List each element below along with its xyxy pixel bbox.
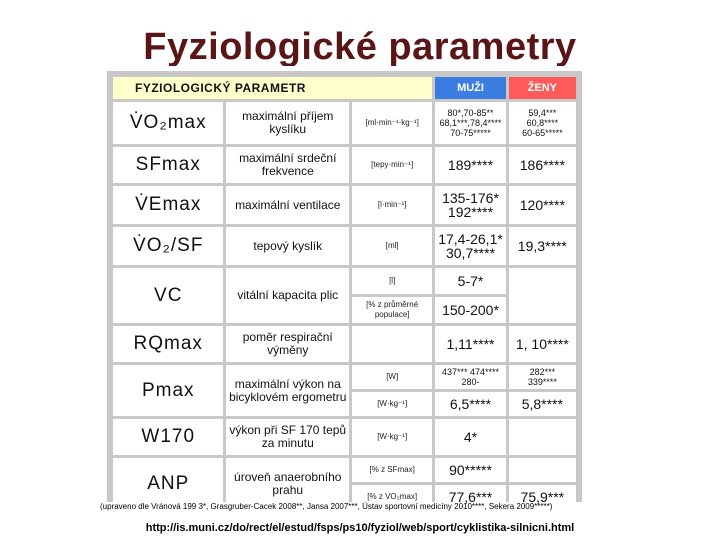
header-param: FYZIOLOGICKÝ PARAMETR — [113, 77, 432, 99]
param-desc: maximální srdeční frekvence — [226, 147, 349, 183]
value-men: 5-7* — [435, 268, 505, 294]
header-men: MUŽI — [435, 77, 505, 99]
table-row — [113, 458, 576, 482]
param-unit — [352, 326, 432, 362]
value-men: 189**** — [435, 147, 505, 183]
param-unit: [% z SFmax] — [352, 458, 432, 482]
page-title: Fyziologické parametry — [143, 26, 577, 66]
value-women — [509, 268, 576, 323]
value-line: 135-176* — [442, 190, 499, 206]
param-unit: [W] — [352, 365, 432, 389]
value-men — [435, 102, 505, 144]
param-symbol: V̇O₂max — [113, 102, 223, 144]
value-line: 80*,70-85** — [447, 108, 494, 118]
value-men: 4* — [435, 419, 505, 455]
value-line: 339**** — [527, 377, 557, 387]
value-line: 68,1***,78,4**** — [439, 118, 502, 128]
value-women — [509, 365, 576, 389]
value-women — [509, 458, 576, 482]
value-men — [435, 227, 505, 265]
table-row — [113, 147, 576, 183]
param-unit: [ml] — [352, 227, 432, 265]
source-footnote: (upraveno dle Vránová 199 3*, Grasgruber-Cacek 2008**, Jansa 2007***, Ústav sportovní medicíny 2010****, Sekera 2009*****) — [100, 502, 553, 511]
value-line: 282*** — [529, 367, 556, 377]
value-men: 6,5**** — [435, 392, 505, 416]
value-women: 75,9*** — [509, 485, 576, 509]
param-desc: tepový kyslík — [226, 227, 349, 265]
parameters-table — [107, 71, 582, 505]
source-link[interactable]: http://is.muni.cz/do/rect/el/estud/fsps/ps10/fyziol/web/sport/cyklistika-silnicni.html — [145, 522, 575, 534]
value-men: 1,11**** — [435, 326, 505, 362]
param-unit: [W·kg⁻¹] — [352, 392, 432, 416]
param-unit: [% z průměrné populace] — [352, 297, 432, 323]
table-header-row — [113, 77, 576, 99]
value-women: 5,8**** — [509, 392, 576, 416]
value-women — [509, 419, 576, 455]
value-line: 280- — [461, 377, 480, 387]
param-desc: maximální ventilace — [226, 186, 349, 224]
value-line: 30,7**** — [445, 245, 496, 261]
param-symbol: ANP — [113, 458, 223, 509]
table-row — [113, 102, 576, 144]
param-symbol: VC — [113, 268, 223, 323]
value-line: 70-75***** — [450, 128, 491, 138]
param-symbol: V̇O₂/SF — [113, 227, 223, 265]
value-men: 77,6*** — [435, 485, 505, 509]
param-symbol: W170 — [113, 419, 223, 455]
param-unit: [tepy·min⁻¹] — [352, 147, 432, 183]
value-women: 186**** — [509, 147, 576, 183]
value-line: 60-65***** — [522, 128, 563, 138]
param-desc: maximální příjem kyslíku — [226, 102, 349, 144]
param-desc: maximální výkon na bicyklovém ergometru — [226, 365, 349, 416]
value-women: 1, 10**** — [509, 326, 576, 362]
param-unit: [W·kg⁻¹] — [352, 419, 432, 455]
param-desc: výkon při SF 170 tepů za minutu — [226, 419, 349, 455]
param-unit: [ml·min⁻¹·kg⁻¹] — [352, 102, 432, 144]
param-desc: úroveň anaerobního prahu — [226, 458, 349, 509]
value-line: 192**** — [447, 204, 494, 220]
value-line: 437*** 474**** — [441, 367, 500, 377]
table-row — [113, 227, 576, 265]
param-symbol: RQmax — [113, 326, 223, 362]
param-unit: [% z VO₂max] — [352, 485, 432, 509]
param-desc: poměr respirační výměny — [226, 326, 349, 362]
value-men: 150-200* — [435, 297, 505, 323]
header-women: ŽENY — [509, 77, 576, 99]
value-men: 90***** — [435, 458, 505, 482]
param-desc: vitální kapacita plic — [226, 268, 349, 323]
value-line: 60,8**** — [526, 118, 559, 128]
param-symbol: V̇Emax — [113, 186, 223, 224]
table-row — [113, 268, 576, 294]
param-unit: [l] — [352, 268, 432, 294]
value-women: 120**** — [509, 186, 576, 224]
value-women — [509, 102, 576, 144]
table-row — [113, 186, 576, 224]
value-men — [435, 365, 505, 389]
table-row — [113, 419, 576, 455]
table-row — [113, 365, 576, 389]
value-women: 19,3**** — [509, 227, 576, 265]
value-line: 59,4*** — [528, 108, 557, 118]
table-row — [113, 326, 576, 362]
param-unit: [l·min⁻¹] — [352, 186, 432, 224]
value-men — [435, 186, 505, 224]
param-symbol: SFmax — [113, 147, 223, 183]
param-symbol: Pmax — [113, 365, 223, 416]
value-line: 17,4-26,1* — [438, 231, 503, 247]
